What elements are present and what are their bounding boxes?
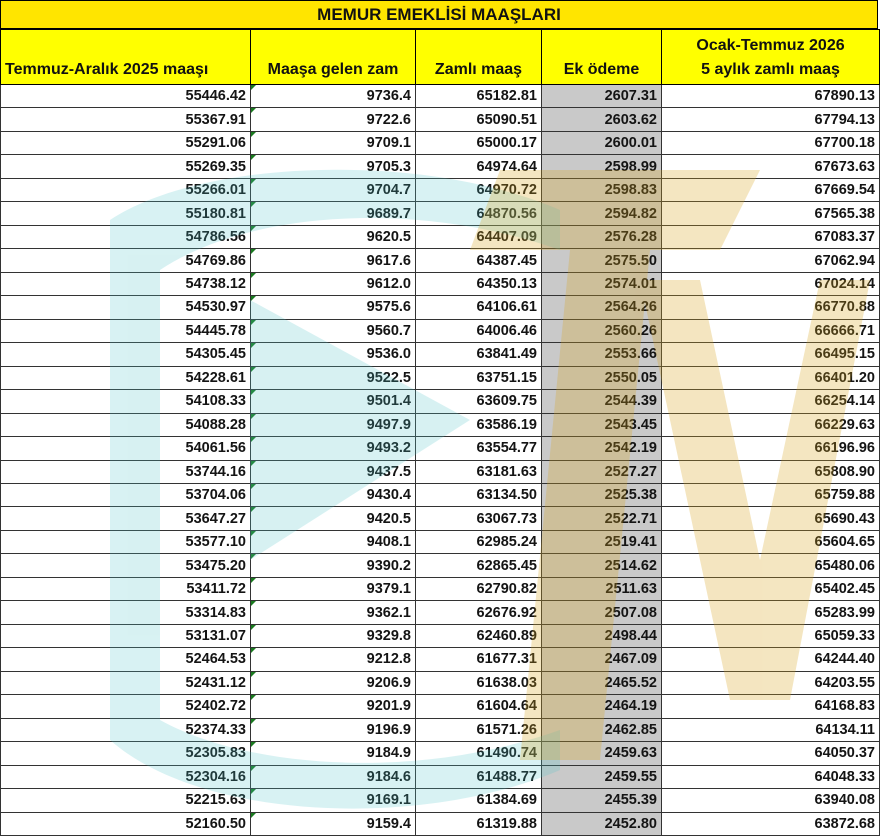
cell-raise-amount[interactable]: 9408.1: [251, 530, 416, 553]
cell-additional-payment[interactable]: 2467.09: [542, 648, 662, 671]
table-row: [1, 812, 880, 835]
cell-salary-2026[interactable]: 64203.55: [662, 671, 880, 694]
cell-additional-payment[interactable]: 2543.45: [542, 413, 662, 436]
cell-salary-2026[interactable]: 65808.90: [662, 460, 880, 483]
cell-additional-payment[interactable]: 2525.38: [542, 483, 662, 506]
cell-salary-2026[interactable]: 64048.33: [662, 765, 880, 788]
cell-raised-salary[interactable]: 62865.45: [416, 554, 542, 577]
cell-current-salary[interactable]: 54738.12: [1, 272, 251, 295]
table-row: [1, 789, 880, 812]
cell-salary-2026[interactable]: 65059.33: [662, 624, 880, 647]
cell-salary-2026[interactable]: 65402.45: [662, 577, 880, 600]
cell-salary-2026[interactable]: 63872.68: [662, 812, 880, 835]
table-row: [1, 577, 880, 600]
table-row: [1, 272, 880, 295]
cell-additional-payment[interactable]: 2462.85: [542, 718, 662, 741]
cell-salary-2026[interactable]: 66196.96: [662, 437, 880, 460]
cell-additional-payment[interactable]: 2598.99: [542, 155, 662, 178]
table-row: [1, 648, 880, 671]
cell-raised-salary[interactable]: 64006.46: [416, 319, 542, 342]
cell-raise-amount[interactable]: 9620.5: [251, 225, 416, 248]
cell-raise-amount[interactable]: 9169.1: [251, 789, 416, 812]
cell-raise-amount[interactable]: 9689.7: [251, 202, 416, 225]
table-row: [1, 742, 880, 765]
cell-raise-amount[interactable]: 9536.0: [251, 343, 416, 366]
cell-salary-2026[interactable]: 65759.88: [662, 483, 880, 506]
cell-salary-2026[interactable]: 65480.06: [662, 554, 880, 577]
cell-raised-salary[interactable]: 61638.03: [416, 671, 542, 694]
cell-raise-amount[interactable]: 9705.3: [251, 155, 416, 178]
table-row: [1, 671, 880, 694]
cell-salary-2026[interactable]: 64134.11: [662, 718, 880, 741]
cell-additional-payment[interactable]: 2550.05: [542, 366, 662, 389]
cell-additional-payment[interactable]: 2459.55: [542, 765, 662, 788]
cell-raised-salary[interactable]: 62460.89: [416, 624, 542, 647]
cell-raise-amount[interactable]: 9612.0: [251, 272, 416, 295]
cell-additional-payment[interactable]: 2498.44: [542, 624, 662, 647]
cell-additional-payment[interactable]: 2452.80: [542, 812, 662, 835]
cell-additional-payment[interactable]: 2607.31: [542, 85, 662, 108]
header-raise-amount[interactable]: Maaşa gelen zam: [251, 30, 416, 85]
cell-salary-2026[interactable]: 67062.94: [662, 249, 880, 272]
cell-raised-salary[interactable]: 64106.61: [416, 296, 542, 319]
cell-salary-2026[interactable]: 64244.40: [662, 648, 880, 671]
cell-salary-2026[interactable]: 64168.83: [662, 695, 880, 718]
cell-current-salary[interactable]: 55180.81: [1, 202, 251, 225]
table-row: [1, 366, 880, 389]
table-row: [1, 85, 880, 108]
cell-raise-amount[interactable]: 9430.4: [251, 483, 416, 506]
cell-current-salary[interactable]: 52374.33: [1, 718, 251, 741]
cell-salary-2026[interactable]: 66495.15: [662, 343, 880, 366]
cell-additional-payment[interactable]: 2564.26: [542, 296, 662, 319]
cell-raised-salary[interactable]: 63067.73: [416, 507, 542, 530]
cell-raise-amount[interactable]: 9560.7: [251, 319, 416, 342]
table-row: [1, 108, 880, 131]
cell-raise-amount[interactable]: 9493.2: [251, 437, 416, 460]
cell-raise-amount[interactable]: 9362.1: [251, 601, 416, 624]
cell-raise-amount[interactable]: 9722.6: [251, 108, 416, 131]
table-row: [1, 202, 880, 225]
table-row: [1, 554, 880, 577]
cell-current-salary[interactable]: 54108.33: [1, 390, 251, 413]
cell-raise-amount[interactable]: 9379.1: [251, 577, 416, 600]
cell-salary-2026[interactable]: 67083.37: [662, 225, 880, 248]
cell-raised-salary[interactable]: 63586.19: [416, 413, 542, 436]
table-row: [1, 507, 880, 530]
table-row: [1, 718, 880, 741]
cell-raise-amount[interactable]: 9437.5: [251, 460, 416, 483]
cell-additional-payment[interactable]: 2598.83: [542, 178, 662, 201]
table-row: [1, 765, 880, 788]
cell-additional-payment[interactable]: 2455.39: [542, 789, 662, 812]
cell-additional-payment[interactable]: 2600.01: [542, 131, 662, 154]
cell-current-salary[interactable]: 54228.61: [1, 366, 251, 389]
cell-additional-payment[interactable]: 2514.62: [542, 554, 662, 577]
cell-raise-amount[interactable]: 9522.5: [251, 366, 416, 389]
cell-additional-payment[interactable]: 2603.62: [542, 108, 662, 131]
cell-raise-amount[interactable]: 9501.4: [251, 390, 416, 413]
cell-raised-salary[interactable]: 63609.75: [416, 390, 542, 413]
cell-additional-payment[interactable]: 2465.52: [542, 671, 662, 694]
cell-salary-2026[interactable]: 65604.65: [662, 530, 880, 553]
cell-current-salary[interactable]: 52402.72: [1, 695, 251, 718]
cell-salary-2026[interactable]: 66401.20: [662, 366, 880, 389]
cell-current-salary[interactable]: 52215.63: [1, 789, 251, 812]
cell-salary-2026[interactable]: 67673.63: [662, 155, 880, 178]
cell-raised-salary[interactable]: 61319.88: [416, 812, 542, 835]
cell-current-salary[interactable]: 55291.06: [1, 131, 251, 154]
cell-raise-amount[interactable]: 9196.9: [251, 718, 416, 741]
table-row: [1, 530, 880, 553]
cell-current-salary[interactable]: 52305.83: [1, 742, 251, 765]
cell-raised-salary[interactable]: 65182.81: [416, 85, 542, 108]
table-row: [1, 413, 880, 436]
table-row: [1, 249, 880, 272]
cell-raise-amount[interactable]: 9159.4: [251, 812, 416, 835]
table-body: [1, 85, 880, 836]
cell-current-salary[interactable]: 53131.07: [1, 624, 251, 647]
cell-salary-2026[interactable]: 67565.38: [662, 202, 880, 225]
cell-raised-salary[interactable]: 63554.77: [416, 437, 542, 460]
cell-current-salary[interactable]: 55266.01: [1, 178, 251, 201]
cell-raised-salary[interactable]: 64870.56: [416, 202, 542, 225]
cell-additional-payment[interactable]: 2594.82: [542, 202, 662, 225]
cell-salary-2026[interactable]: 66229.63: [662, 413, 880, 436]
cell-additional-payment[interactable]: 2544.39: [542, 390, 662, 413]
cell-salary-2026[interactable]: 65690.43: [662, 507, 880, 530]
cell-raise-amount[interactable]: 9212.8: [251, 648, 416, 671]
cell-current-salary[interactable]: 53411.72: [1, 577, 251, 600]
cell-raised-salary[interactable]: 64974.64: [416, 155, 542, 178]
cell-salary-2026[interactable]: 67700.18: [662, 131, 880, 154]
cell-raised-salary[interactable]: 63181.63: [416, 460, 542, 483]
table-row: [1, 624, 880, 647]
cell-raise-amount[interactable]: 9420.5: [251, 507, 416, 530]
cell-raise-amount[interactable]: 9575.6: [251, 296, 416, 319]
cell-raised-salary[interactable]: 62676.92: [416, 601, 542, 624]
cell-current-salary[interactable]: 55269.35: [1, 155, 251, 178]
header-2026-period: Ocak-Temmuz 2026: [696, 37, 845, 54]
cell-raised-salary[interactable]: 63841.49: [416, 343, 542, 366]
header-2026-sub: 5 aylık zamlı maaş: [701, 61, 840, 78]
cell-additional-payment[interactable]: 2464.19: [542, 695, 662, 718]
cell-raise-amount[interactable]: 9617.6: [251, 249, 416, 272]
cell-raised-salary[interactable]: 62985.24: [416, 530, 542, 553]
cell-raise-amount[interactable]: 9201.9: [251, 695, 416, 718]
table-row: [1, 437, 880, 460]
cell-raised-salary[interactable]: 61490.74: [416, 742, 542, 765]
table-row: [1, 131, 880, 154]
cell-current-salary[interactable]: 53314.83: [1, 601, 251, 624]
cell-salary-2026[interactable]: 66770.88: [662, 296, 880, 319]
table-row: [1, 390, 880, 413]
cell-current-salary[interactable]: 54445.78: [1, 319, 251, 342]
cell-raise-amount[interactable]: 9329.8: [251, 624, 416, 647]
cell-raised-salary[interactable]: 64970.72: [416, 178, 542, 201]
table-row: [1, 460, 880, 483]
cell-salary-2026[interactable]: 67890.13: [662, 85, 880, 108]
cell-raised-salary[interactable]: 62790.82: [416, 577, 542, 600]
cell-raised-salary[interactable]: 64350.13: [416, 272, 542, 295]
table-row: [1, 695, 880, 718]
cell-raised-salary[interactable]: 61604.64: [416, 695, 542, 718]
cell-salary-2026[interactable]: 66254.14: [662, 390, 880, 413]
cell-salary-2026[interactable]: 67024.14: [662, 272, 880, 295]
cell-current-salary[interactable]: 55446.42: [1, 85, 251, 108]
cell-raised-salary[interactable]: 63751.15: [416, 366, 542, 389]
cell-additional-payment[interactable]: 2575.50: [542, 249, 662, 272]
cell-current-salary[interactable]: 53647.27: [1, 507, 251, 530]
cell-current-salary[interactable]: 52304.16: [1, 765, 251, 788]
cell-salary-2026[interactable]: 67669.54: [662, 178, 880, 201]
table-row: [1, 178, 880, 201]
cell-additional-payment[interactable]: 2553.66: [542, 343, 662, 366]
cell-current-salary[interactable]: 54769.86: [1, 249, 251, 272]
cell-raise-amount[interactable]: 9497.9: [251, 413, 416, 436]
cell-raised-salary[interactable]: 63134.50: [416, 483, 542, 506]
cell-raised-salary[interactable]: 61488.77: [416, 765, 542, 788]
header-row: [1, 30, 880, 85]
cell-raised-salary[interactable]: 65090.51: [416, 108, 542, 131]
cell-raised-salary[interactable]: 61571.26: [416, 718, 542, 741]
cell-additional-payment[interactable]: 2560.26: [542, 319, 662, 342]
cell-current-salary[interactable]: 53704.06: [1, 483, 251, 506]
cell-additional-payment[interactable]: 2574.01: [542, 272, 662, 295]
cell-raise-amount[interactable]: 9736.4: [251, 85, 416, 108]
cell-additional-payment[interactable]: 2522.71: [542, 507, 662, 530]
cell-additional-payment[interactable]: 2507.08: [542, 601, 662, 624]
cell-current-salary[interactable]: 55367.91: [1, 108, 251, 131]
header-current-salary[interactable]: Temmuz-Aralık 2025 maaşı: [1, 30, 251, 85]
cell-raised-salary[interactable]: 61677.31: [416, 648, 542, 671]
table-row: [1, 155, 880, 178]
cell-raised-salary[interactable]: 64387.45: [416, 249, 542, 272]
cell-additional-payment[interactable]: 2542.19: [542, 437, 662, 460]
cell-raise-amount[interactable]: 9206.9: [251, 671, 416, 694]
cell-current-salary[interactable]: 54088.28: [1, 413, 251, 436]
cell-current-salary[interactable]: 54305.45: [1, 343, 251, 366]
table-row: [1, 225, 880, 248]
salary-table: [0, 29, 880, 836]
header-2026-salary[interactable]: [662, 30, 880, 85]
header-additional-payment[interactable]: Ek ödeme: [542, 30, 662, 85]
cell-salary-2026[interactable]: 67794.13: [662, 108, 880, 131]
cell-raise-amount[interactable]: 9709.1: [251, 131, 416, 154]
cell-raise-amount[interactable]: 9184.6: [251, 765, 416, 788]
table-row: [1, 601, 880, 624]
cell-current-salary[interactable]: 54530.97: [1, 296, 251, 319]
cell-raise-amount[interactable]: 9184.9: [251, 742, 416, 765]
table-row: [1, 483, 880, 506]
cell-current-salary[interactable]: 54061.56: [1, 437, 251, 460]
cell-raise-amount[interactable]: 9390.2: [251, 554, 416, 577]
cell-current-salary[interactable]: 54786.56: [1, 225, 251, 248]
cell-current-salary[interactable]: 53744.16: [1, 460, 251, 483]
cell-additional-payment[interactable]: 2519.41: [542, 530, 662, 553]
sheet-title: MEMUR EMEKLİSİ MAAŞLARI: [0, 0, 878, 29]
cell-salary-2026[interactable]: 63940.08: [662, 789, 880, 812]
cell-additional-payment[interactable]: 2576.28: [542, 225, 662, 248]
cell-raise-amount[interactable]: 9704.7: [251, 178, 416, 201]
cell-additional-payment[interactable]: 2511.63: [542, 577, 662, 600]
cell-additional-payment[interactable]: 2459.63: [542, 742, 662, 765]
header-raised-salary[interactable]: Zamlı maaş: [416, 30, 542, 85]
cell-salary-2026[interactable]: 66666.71: [662, 319, 880, 342]
cell-current-salary[interactable]: 53475.20: [1, 554, 251, 577]
cell-current-salary[interactable]: 52464.53: [1, 648, 251, 671]
cell-salary-2026[interactable]: 64050.37: [662, 742, 880, 765]
cell-additional-payment[interactable]: 2527.27: [542, 460, 662, 483]
table-row: [1, 296, 880, 319]
cell-raised-salary[interactable]: 65000.17: [416, 131, 542, 154]
cell-raised-salary[interactable]: 64407.09: [416, 225, 542, 248]
cell-salary-2026[interactable]: 65283.99: [662, 601, 880, 624]
cell-current-salary[interactable]: 52160.50: [1, 812, 251, 835]
cell-raised-salary[interactable]: 61384.69: [416, 789, 542, 812]
table-row: [1, 319, 880, 342]
table-row: [1, 343, 880, 366]
cell-current-salary[interactable]: 53577.10: [1, 530, 251, 553]
cell-current-salary[interactable]: 52431.12: [1, 671, 251, 694]
